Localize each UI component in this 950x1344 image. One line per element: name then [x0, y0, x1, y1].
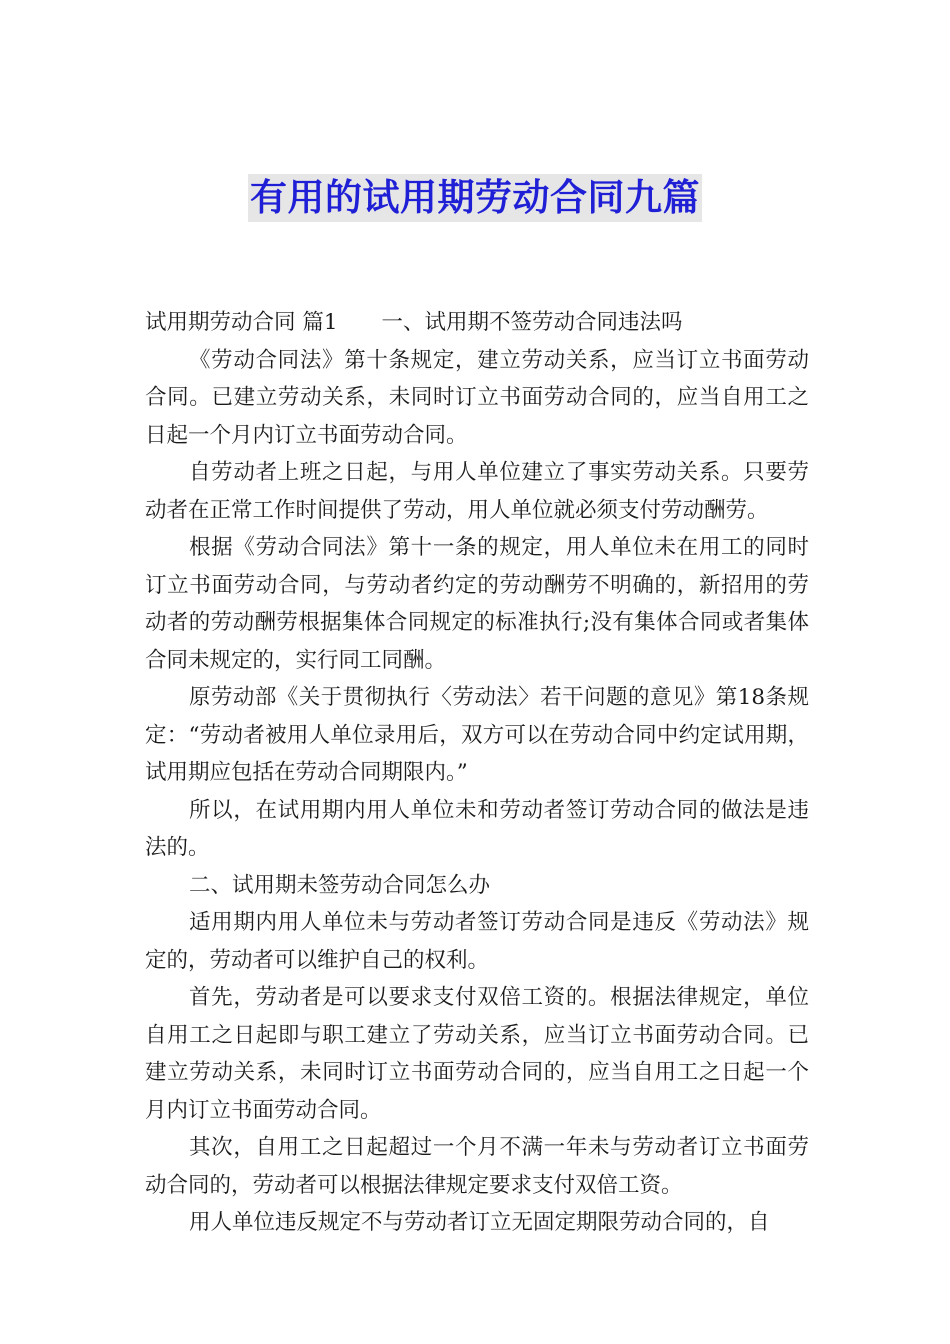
- paragraph-9: 用人单位违反规定不与劳动者订立无固定期限劳动合同的，自: [189, 1210, 770, 1235]
- paragraph-1: 《劳动合同法》第十条规定，建立劳动关系，应当订立书面劳动合同。已建立劳动关系，未同时订立书面劳动合同的，应当自用工之日起一个月内订立书面劳动合同。: [145, 347, 809, 448]
- document-body: [145, 304, 809, 1242]
- section-label: 试用期劳动合同 篇1: [145, 310, 338, 335]
- section-heading-1: 一、试用期不签劳动合同违法吗: [381, 310, 683, 335]
- section-heading-2: 二、试用期未签劳动合同怎么办: [189, 872, 491, 898]
- title-container: [0, 174, 950, 222]
- paragraph-5: 所以，在试用期内用人单位未和劳动者签订劳动合同的做法是违法的。: [145, 797, 809, 860]
- paragraph-8: 其次，自用工之日起超过一个月不满一年未与劳动者订立书面劳动合同的，劳动者可以根据法律规定要求支付双倍工资。: [145, 1135, 809, 1198]
- paragraph-4: 原劳动部《关于贯彻执行〈劳动法〉若干问题的意见》第18条规定：“劳动者被用人单位录用后，双方可以在劳动合同中约定试用期，试用期应包括在劳动合同期限内。”: [145, 685, 809, 785]
- first-line: [145, 304, 809, 342]
- paragraph-6: 适用期内用人单位未与劳动者签订劳动合同是违反《劳动法》规定的，劳动者可以维护自己的权利。: [145, 910, 809, 973]
- document-title: 有用的试用期劳动合同九篇: [248, 174, 702, 222]
- paragraph-2: 自劳动者上班之日起，与用人单位建立了事实劳动关系。只要劳动者在正常工作时间提供了劳动，用人单位就必须支付劳动酬劳。: [145, 460, 809, 523]
- paragraph-7: 首先，劳动者是可以要求支付双倍工资的。根据法律规定，单位自用工之日起即与职工建立了劳动关系，应当订立书面劳动合同。已建立劳动关系，未同时订立书面劳动合同的，应当自用工之日起一个月内订立书面劳动合同。: [145, 985, 809, 1123]
- paragraph-3: 根据《劳动合同法》第十一条的规定，用人单位未在用工的同时订立书面劳动合同，与劳动者约定的劳动酬劳不明确的，新招用的劳动者的劳动酬劳根据集体合同规定的标准执行;没有集体合同或者集体合同未规定的，实行同工同酬。: [145, 535, 809, 673]
